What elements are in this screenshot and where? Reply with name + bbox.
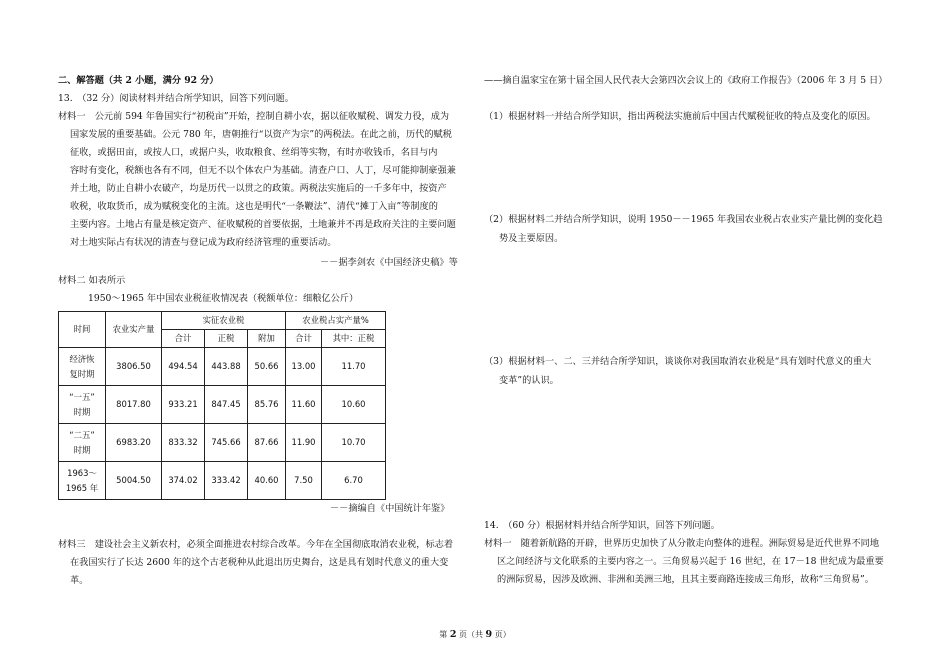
period-line: 1963～ (67, 467, 97, 478)
header-ratio: 农业税占实产量% (286, 312, 386, 330)
period-line: 1965 年 (65, 482, 99, 493)
q14-material-line: 的洲际贸易，因涉及欧洲、非洲和美洲三地，且其主要商路连接成三角形，故称“三角贸易”。 (497, 574, 874, 585)
question-13-intro: 13. （32 分）阅读材料并结合所学知识，回答下列问题。 (58, 93, 294, 104)
period-line: 经济恢 (69, 353, 95, 364)
period-line: 复时期 (69, 368, 95, 379)
cell-total: 833.32 (162, 424, 205, 462)
material-1-line: 征收，或据田亩，或按人口，或据户头，收取粮食、丝绢等实物，有时亦收钱币，名目与内 (70, 147, 438, 158)
subheader-ratio-main: 其中：正税 (322, 330, 386, 348)
footer-middle: 页（共 (459, 630, 483, 639)
question-2-line: （2）根据材料二并结合所学知识，说明 1950－－1965 年我国农业税占农业实产量比例的变化趋 (484, 214, 883, 225)
cell-total: 374.02 (162, 462, 205, 500)
header-tax: 实征农业税 (162, 312, 286, 330)
material-1-line: 并土地，防止自耕小农破产，均是历代一以贯之的政策。两税法实施后的一千多年中，按资产 (70, 183, 447, 194)
cell-output: 5004.50 (106, 462, 162, 500)
cell-main: 443.88 (205, 348, 248, 386)
question-3-line: （3）根据材料一、二、三并结合所学知识，谈谈你对我国取消农业税是“具有划时代意义的重大 (484, 356, 872, 367)
material-1-line: 对土地实际占有状况的清查与登记成为政府经济管理的重要活动。 (70, 237, 337, 248)
cell-extra: 40.60 (248, 462, 286, 500)
footer-suffix: 页） (494, 630, 511, 639)
material-1-line: 容时有变化，税额也各有不同，但无不以个体农户为基础。清查户口、人丁，尽可能抑制豪强兼 (70, 165, 456, 176)
question-3-line: 变革”的认识。 (499, 375, 559, 386)
material-3-line: 革。 (70, 575, 89, 586)
table-row (59, 462, 386, 500)
table-caption: 1950～1965 年中国农业税征收情况表（税额单位：细粮亿公斤） (88, 293, 359, 304)
total-pages: 9 (485, 629, 493, 640)
agricultural-tax-table (58, 311, 386, 500)
material-1-source: －－据李剑农《中国经济史稿》等 (320, 257, 458, 268)
page-footer (0, 629, 950, 640)
cell-main: 333.42 (205, 462, 248, 500)
subheader-total: 合计 (162, 330, 205, 348)
material-1-line: 国家发展的重要基础。公元 780 年，唐朝推行“以资产为宗”的两税法。在此之前，历代的赋税 (70, 129, 452, 140)
cell-output: 8017.80 (106, 386, 162, 424)
header-time: 时间 (59, 312, 106, 348)
cell-ratio-total: 13.00 (286, 348, 322, 386)
cell-main: 745.66 (205, 424, 248, 462)
cell-total: 933.21 (162, 386, 205, 424)
cell-extra: 50.66 (248, 348, 286, 386)
subheader-main: 正税 (205, 330, 248, 348)
page-number: 2 (449, 629, 457, 640)
cell-ratio-total: 11.90 (286, 424, 322, 462)
cell-main: 847.45 (205, 386, 248, 424)
question-2-line: 势及主要原因。 (499, 233, 564, 244)
question-1: （1）根据材料一并结合所学知识，指出两税法实施前后中国古代赋税征收的特点及变化的原因。 (484, 111, 876, 122)
table-row (59, 348, 386, 386)
material-2-label: 材料二 如表所示 (58, 275, 126, 286)
cell-ratio-main: 10.70 (322, 424, 386, 462)
cell-total: 494.54 (162, 348, 205, 386)
cell-ratio-total: 11.60 (286, 386, 322, 424)
cell-extra: 85.76 (248, 386, 286, 424)
cell-extra: 87.66 (248, 424, 286, 462)
table-source: －－摘编自《中国统计年鉴》 (330, 503, 450, 514)
q14-material-line: 材料一 随着新航路的开辟，世界历史加快了从分散走向整体的进程。洲际贸易是近代世界不同地 (484, 538, 880, 549)
section-title: 二、解答题（共 2 小题，满分 92 分） (58, 75, 219, 86)
cell-ratio-total: 7.50 (286, 462, 322, 500)
subheader-ratio-total: 合计 (286, 330, 322, 348)
period-line: 时期 (73, 406, 91, 417)
period-line: “一五” (69, 391, 95, 402)
material-3-line: 材料三 建设社会主义新农村，必须全面推进农村综合改革。今年在全国彻底取消农业税，标志着 (58, 539, 454, 550)
cell-output: 6983.20 (106, 424, 162, 462)
cell-ratio-main: 6.70 (322, 462, 386, 500)
material-1-line: 主要内容。土地占有量是核定资产、征收赋税的首要依据，土地兼并不再是政府关注的主要问题 (70, 219, 456, 230)
material-1-line: 材料一 公元前 594 年鲁国实行“初税亩”开始，控制自耕小农，据以征收赋税、调发力役，成为 (58, 111, 450, 122)
table-row (59, 424, 386, 462)
footer-prefix: 第 (439, 630, 448, 639)
table-row (59, 386, 386, 424)
period-line: 时期 (73, 444, 91, 455)
cell-ratio-main: 11.70 (322, 348, 386, 386)
question-14-intro: 14. （60 分）根据材料并结合所学知识，回答下列问题。 (484, 520, 720, 531)
header-output: 农业实产量 (106, 312, 162, 348)
material-3-source: ——摘自温家宝在第十届全国人民代表大会第四次会议上的《政府工作报告》（2006 年 3 月 5 日） (484, 75, 888, 86)
material-3-line: 在我国实行了长达 2600 年的这个古老税种从此退出历史舞台，这是具有划时代意义的重大变 (70, 557, 449, 568)
cell-output: 3806.50 (106, 348, 162, 386)
material-1-line: 收税，收取货币，成为赋税变化的主流。这也是明代“一条鞭法”、清代“摊丁入亩”等制度的 (70, 201, 438, 212)
q14-material-line: 区之间经济与文化联系的主要内容之一。三角贸易兴起于 16 世纪，在 17－18 世纪成为最重要 (497, 556, 884, 567)
cell-ratio-main: 10.60 (322, 386, 386, 424)
subheader-extra: 附加 (248, 330, 286, 348)
period-line: “二五” (69, 429, 95, 440)
